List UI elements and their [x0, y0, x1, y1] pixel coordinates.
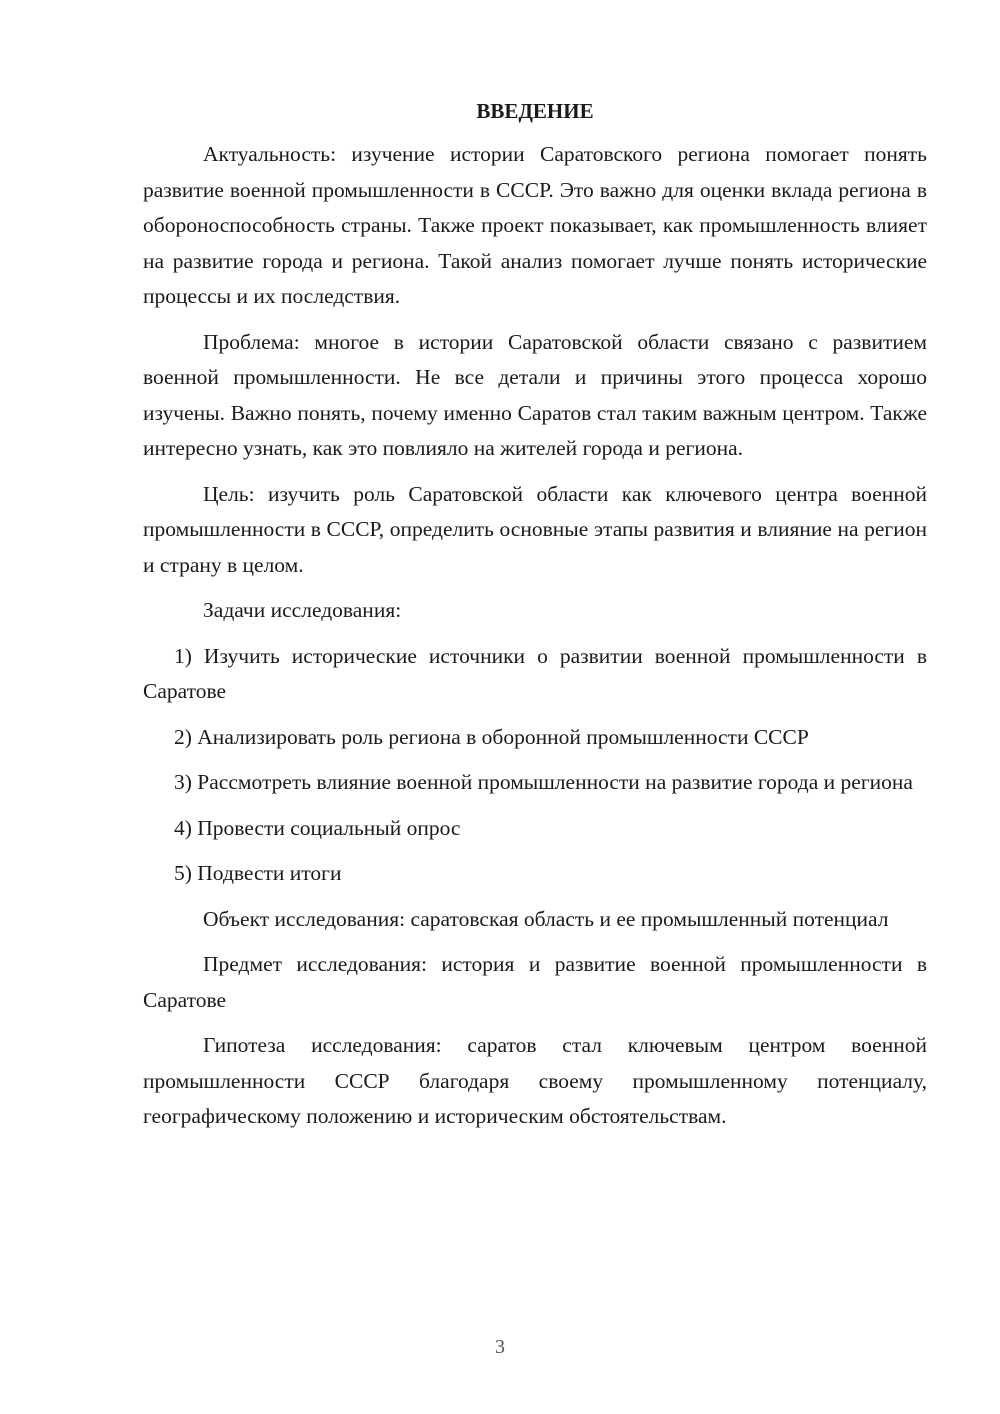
problem-paragraph: Проблема: многое в истории Саратовской области связано с развитием военной промышленности. Не все детали и причины этого процесса хорошо изучены. Важно понять, почему именно Саратов стал таким важным центром. Также интересно узнать, как это повлияло на жителей города и региона. — [143, 329, 927, 460]
list-item: 2) Анализировать роль региона в оборонной промышленности СССР — [174, 724, 809, 749]
section-title: ВВЕДЕНИЕ — [476, 99, 594, 123]
list-item: 1) Изучить исторические источники о развитии военной промышленности в Саратове — [143, 643, 927, 703]
tasks-list — [143, 639, 927, 892]
page-content — [143, 96, 927, 1145]
hypothesis-paragraph: Гипотеза исследования: саратов стал ключевым центром военной промышленности СССР благодаря своему промышленному потенциалу, географическому положению и историческим обстоятельствам. — [143, 1033, 927, 1128]
goal-paragraph: Цель: изучить роль Саратовской области как ключевого центра военной промышленности в СССР, определить основные этапы развития и влияние на регион и страну в целом. — [143, 481, 927, 577]
tasks-heading: Задачи исследования: — [203, 598, 402, 622]
list-item: 3) Рассмотреть влияние военной промышленности на развитие города и региона — [174, 770, 913, 794]
list-item: 5) Подвести итоги — [174, 861, 342, 885]
list-item: 4) Провести социальный опрос — [174, 815, 461, 840]
object-paragraph: Объект исследования: саратовская область и ее промышленный потенциал — [203, 906, 889, 931]
relevance-paragraph: Актуальность: изучение истории Саратовского региона помогает понять развитие военной промышленности в СССР. Это важно для оценки вклада региона в обороноспособность страны. Также проект показывает, как промышленность влияет на развитие города и региона. Такой анализ помогает лучше понять исторические процессы и их последствия. — [143, 142, 927, 308]
subject-paragraph: Предмет исследования: история и развитие военной промышленности в Саратове — [143, 952, 927, 1012]
page-number: 3 — [495, 1336, 505, 1358]
